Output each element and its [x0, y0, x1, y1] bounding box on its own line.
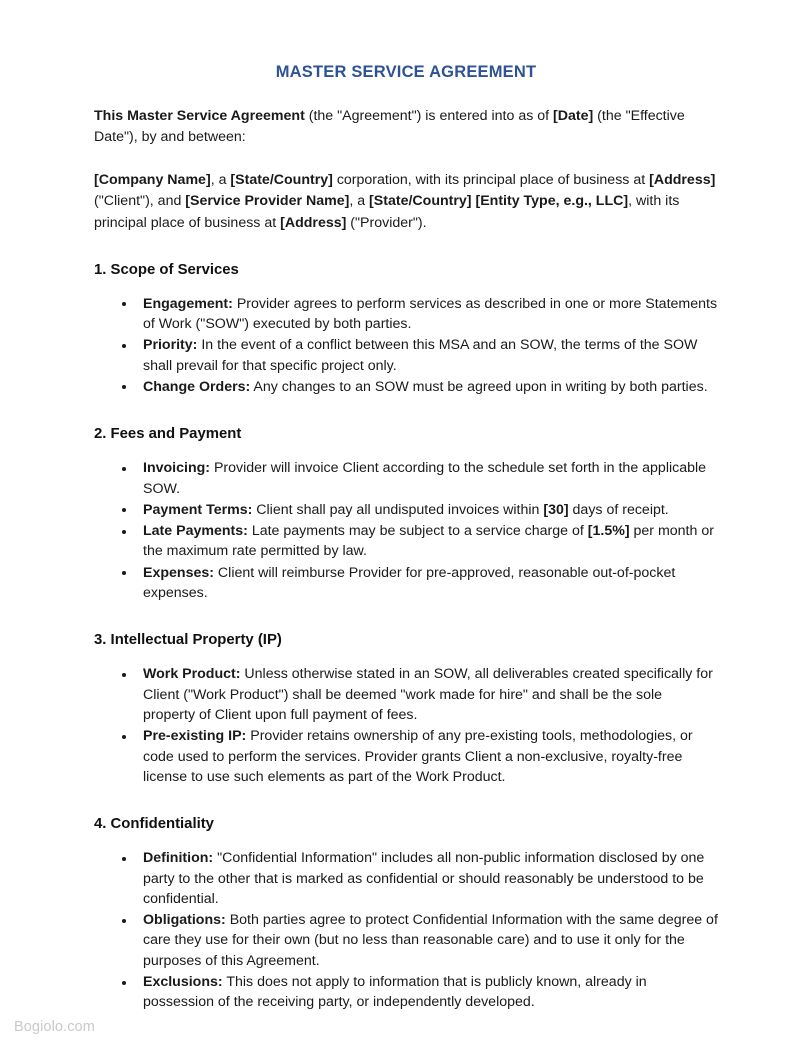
- section-heading-confidentiality: 4. Confidentiality: [94, 816, 214, 833]
- section-heading-fees-and-payment: 2. Fees and Payment: [94, 426, 242, 443]
- bullet-label: Pre-existing IP:: [143, 728, 247, 745]
- bullet-label: Invoicing:: [143, 460, 210, 477]
- site-watermark: Bogiolo.com: [14, 1019, 95, 1035]
- bullet-list-confidentiality: [94, 834, 718, 1012]
- bullet-list-intellectual-property: [94, 650, 718, 787]
- bullet-label: Expenses:: [143, 564, 214, 581]
- bullet-text: Provider retains ownership of any pre-existing tools, methodologies, or code used to perform the services. Provider grants Client a non-exclusive, royalty-free license to use such elements as part of the Work Product.: [143, 728, 693, 785]
- bullet-text: Provider agrees to perform services as described in one or more Statements of Work ("SOW") executed by both parties.: [143, 295, 718, 332]
- list-item: [94, 726, 718, 787]
- state-country-placeholder-2: [State/Country]: [369, 193, 472, 210]
- list-item: [94, 521, 718, 562]
- intro-p1-tail: (the "Effective Date"), by and between:: [94, 108, 685, 146]
- intro-p2-t3: ("Client"), and: [94, 193, 186, 210]
- list-item: [94, 335, 718, 376]
- intro-p2-t4: , a: [349, 193, 370, 210]
- address-placeholder-1: [Address]: [649, 172, 716, 189]
- bullet-text: Client will reimburse Provider for pre-approved, reasonable out-of-pocket expenses.: [143, 564, 676, 601]
- list-item: [94, 563, 718, 604]
- section-heading-scope-of-services: 1. Scope of Services: [94, 261, 239, 278]
- list-item: [94, 294, 718, 335]
- entity-type-placeholder: [Entity Type, e.g., LLC]: [475, 193, 629, 210]
- bullet-label: Priority:: [143, 337, 198, 354]
- list-item: [94, 910, 718, 971]
- intro-p2-t6: , with its principal place of business at: [94, 193, 680, 231]
- bullet-text: In the event of a conflict between this MSA and an SOW, the terms of the SOW shall prevail for that specific project only.: [143, 337, 698, 374]
- bullet-text: Provider will invoice Client according to the schedule set forth in the applicable SOW.: [143, 460, 707, 497]
- bullet-label: Definition:: [143, 850, 214, 867]
- address-placeholder-2: [Address]: [280, 214, 347, 231]
- date-placeholder: [Date]: [553, 108, 594, 125]
- list-item: [94, 500, 718, 520]
- bullet-label: Payment Terms:: [143, 501, 253, 518]
- bullet-text: Any changes to an SOW must be agreed upon in writing by both parties.: [250, 378, 708, 395]
- bullet-label: Obligations:: [143, 912, 226, 929]
- list-item: [94, 972, 718, 1013]
- intro-paragraph-1: [94, 83, 718, 148]
- bullet-label: Late Payments:: [143, 523, 248, 540]
- bullet-text: Unless otherwise stated in an SOW, all deliverables created specifically for Client ("Work Product") shall be deemed "work made for hire" and shall be the sole property of Client upon full payment of fees.: [143, 666, 713, 723]
- bullet-text-before: Client shall pay all undisputed invoices within: [252, 501, 544, 518]
- bullet-list-fees-and-payment: [94, 444, 718, 603]
- intro-paragraph-2: [94, 148, 718, 233]
- intro-p2-t7: ("Provider").: [346, 214, 427, 231]
- list-item: [94, 377, 718, 397]
- late-fee-rate-placeholder: [1.5%]: [587, 523, 630, 540]
- list-item: [94, 458, 718, 499]
- intro-lead-bold: This Master Service Agreement: [94, 108, 305, 125]
- bullet-label: Engagement:: [143, 295, 233, 312]
- payment-days-placeholder: [30]: [543, 501, 569, 518]
- state-country-placeholder-1: [State/Country]: [230, 172, 333, 189]
- bullet-text: Both parties agree to protect Confidential Information with the same degree of care they use for their own (but no less than reasonable care) and to use it only for the purposes of this Agreement.: [143, 912, 718, 969]
- bullet-text-after: days of receipt.: [568, 501, 669, 518]
- bullet-text: "Confidential Information" includes all non-public information disclosed by one party to the other that is marked as confidential or should reasonably be understood to be confidential.: [143, 850, 705, 907]
- section-heading-intellectual-property: 3. Intellectual Property (IP): [94, 632, 282, 649]
- intro-p2-t2: corporation, with its principal place of business at: [332, 172, 650, 189]
- list-item: [94, 848, 718, 909]
- list-item: [94, 664, 718, 725]
- page-title: MASTER SERVICE AGREEMENT: [275, 63, 537, 81]
- bullet-text-before: Late payments may be subject to a service charge of: [247, 523, 588, 540]
- intro-p2-t1: , a: [210, 172, 231, 189]
- bullet-label: Exclusions:: [143, 974, 223, 991]
- intro-p1-mid: (the "Agreement") is entered into as of: [304, 108, 554, 125]
- bullet-label: Work Product:: [143, 666, 241, 683]
- bullet-text-after: per month or the maximum rate permitted by law.: [143, 523, 714, 560]
- bullet-label: Change Orders:: [143, 378, 251, 395]
- bullet-text: This does not apply to information that is publicly known, already in possession of the receiving party, or independently developed.: [143, 974, 647, 1011]
- service-provider-name-placeholder: [Service Provider Name]: [185, 193, 350, 210]
- bullet-list-scope-of-services: [94, 280, 718, 397]
- company-name-placeholder: [Company Name]: [94, 172, 211, 189]
